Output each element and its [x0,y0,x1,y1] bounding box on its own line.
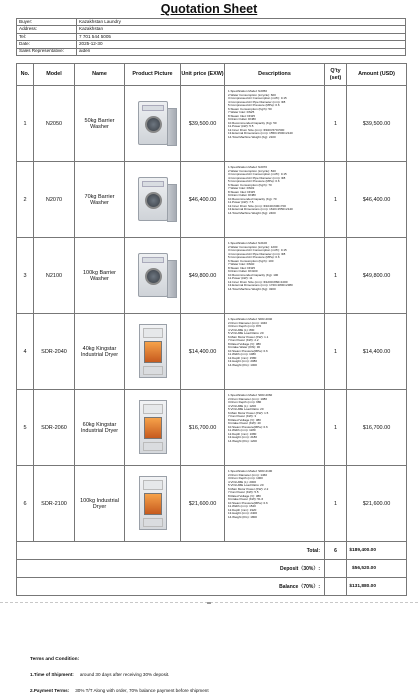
item-qty: 1 [325,390,347,466]
spec-line: 1.Specification Model: SDR-2040 [228,318,273,321]
spec-line: 11.Width (mm): 1080 [228,353,256,357]
item-descriptions [225,390,325,466]
item-descriptions [225,238,325,314]
balance-amount: $131,880.00 [347,578,407,596]
header-qty: Q'ty (set) [325,64,347,86]
total-qty: 6 [325,542,347,560]
spec-line: 8.Steam Inlet: DN25 [228,190,256,194]
spec-line: 1.Specification Model: SDR-2100 [228,470,273,473]
item-no: 3 [17,238,34,314]
spec-line: 10.Recommended Capacity (Kg): 50 [228,121,277,125]
spec-line: 5.VOLUME Load Ratio: 20 [228,408,264,412]
spec-line: 6.Main Motor Power (KW): 1.5 [228,411,269,415]
table-row [17,466,407,542]
spec-line: 5.Compressed Air Pressure (MPa): 0.6 [228,104,280,108]
spec-line: 7.Fan Power (KW): 5.5 [228,491,259,495]
spec-line: 7.Fan Power (KW): 3 [228,415,257,419]
item-model: SDR-2040 [34,314,75,390]
item-name: 50kg Barrier Washer [75,86,125,162]
spec-line: 12.Depth (mm): 1680 [228,432,257,436]
table-row [17,86,407,162]
spec-line: 13.External Dimensions (mm): 1550×1500×2140 [228,132,293,136]
spec-line: 4.Compressed Air Pipe Diameter (mm): Φ8 [228,176,286,180]
item-picture-cell [125,238,181,314]
info-row [17,41,406,48]
header-model: Model [34,64,75,86]
spec-line: 13.Height (mm): 2080 [228,360,258,364]
spec-line: 7.Water Inlet: DN40 [228,263,255,267]
spec-line: 8.Steam Inlet: DN25 [228,266,256,270]
item-descriptions [225,466,325,542]
spec-line: 4.VOLUME (L): 800 [228,328,255,332]
info-label: Date: [17,41,77,48]
spec-line: 2.Water Consumption (L/cycle): 1200 [228,245,278,249]
spec-line: 11.Power (kW): 7.5 [228,201,254,205]
info-value: Kazakhstan [77,26,406,33]
balance-qty-cell [325,578,347,596]
info-label: Tel: [17,33,77,40]
item-name: 100kg Barrier Washer [75,238,125,314]
deposit-qty-cell [325,560,347,578]
info-row [17,33,406,40]
spec-line: 10.Recommended Capacity (Kg): 70 [228,197,277,201]
spec-line: 14.Total Machine Weight (Kg): 3200 [228,287,276,291]
barrier-washer-image [138,101,168,145]
spec-line: 6.Main Motor Power (KW): 1.1 [228,335,269,339]
spec-line: 8.Steam Inlet: DN25 [228,114,256,118]
header-picture: Product Picture [125,64,181,86]
spec-line: 12.Depth (mm): 1920 [228,508,257,512]
spec-line: 7.Water Inlet: DN25 [228,111,255,115]
info-value: 7 701 544 5005 [77,33,406,40]
spec-line: 2.Water Consumption (L/cycle): 840 [228,169,276,173]
spec-line: 3.Compressed Air Consumption (m³/h): 0.15 [228,173,287,177]
spec-line: 9.Drain Outlet: DN80 [228,118,256,122]
spec-line: 10.Steam Pressure(MPa): 0.6 [228,501,268,505]
item-qty: 1 [325,162,347,238]
deposit-label: Deposit（30%）: [17,560,325,578]
terms-heading: Terms and Condition: [30,657,80,662]
item-no: 1 [17,86,34,162]
spec-line: 9.Intake Water (KW): 30 [228,346,261,350]
spec-line: 4.Compressed Air Pipe Diameter (mm): Φ8 [228,252,286,256]
spec-line: 1.Specification Model: N2100 [228,242,268,245]
item-amount: $16,700.00 [347,390,407,466]
item-name: 100kg Industrial Dryer [75,466,125,542]
item-unit-price: $49,800.00 [181,238,225,314]
barrier-washer-image [138,253,168,297]
info-value: 2025-12-30 [77,41,406,48]
total-amount: $189,400.00 [347,542,407,560]
info-row [17,26,406,33]
spec-line: 6.Steam Consumption (Kg/h): 70 [228,183,272,187]
spec-line: 14.Total Machine Weight (Kg): 2100 [228,135,276,139]
spec-line: 9.Drain Outlet: DN100 [228,270,258,274]
total-label: Total: [17,542,325,560]
industrial-dryer-image [139,324,167,378]
spec-line: 13.External Dimensions (mm): 1720×1800×2380 [228,284,293,288]
info-row [17,19,406,26]
item-amount: $39,500.00 [347,86,407,162]
spec-line: 8.Rated Voltage (V): 380 [228,342,261,346]
terms-item-text: 30% T/T Along with order, 70% balance payment before shipment [75,688,209,693]
item-qty: 1 [325,86,347,162]
spec-line: 3.Compressed Air Consumption (m³/h): 0.15 [228,249,287,253]
item-qty: 1 [325,466,347,542]
spec-line: 11.Width (mm): 1180 [228,429,256,433]
spec-line: 3.Drum Depth (mm): 980 [228,401,262,405]
spec-line: 13.Height (mm): 2400 [228,512,258,516]
deposit-row [17,560,407,578]
item-picture-cell [125,466,181,542]
spec-line: 3.Compressed Air Consumption (m³/h): 0.15 [228,97,287,101]
item-amount: $46,400.00 [347,162,407,238]
item-descriptions [225,86,325,162]
item-model: N2100 [34,238,75,314]
spec-line: 1.Specification Model: SDR-2060 [228,394,273,397]
spec-line: 5.Compressed Air Pressure (MPa): 0.6 [228,180,280,184]
item-picture-cell [125,86,181,162]
spec-line: 4.VOLUME (L): 2000 [228,480,257,484]
item-name: 40kg Kingstar Industrial Dryer [75,314,125,390]
spec-line: 2.Water Consumption (L/cycle): 600 [228,93,276,97]
item-model: SDR-2060 [34,390,75,466]
item-descriptions [225,162,325,238]
table-row [17,238,407,314]
barrier-washer-image [138,177,168,221]
item-amount: $14,400.00 [347,314,407,390]
spec-line: 3.Drum Depth (mm): 1000 [228,477,263,481]
item-no: 6 [17,466,34,542]
item-unit-price: $16,700.00 [181,390,225,466]
spec-line: 2.Drum Diameter (mm): 1040 [228,321,268,325]
item-model: N2050 [34,86,75,162]
item-name: 60kg Kingstar Industrial Dryer [75,390,125,466]
spec-line: 1.Specification Model: N2070 [228,166,268,169]
item-unit-price: $46,400.00 [181,162,225,238]
item-unit-price: $21,600.00 [181,466,225,542]
info-label: Address: [17,26,77,33]
spec-line: 9.Drain Outlet: DN80 [228,194,256,198]
spec-line: 14.Weight (KG): 1200 [228,439,257,443]
table-row [17,162,407,238]
item-picture-cell [125,314,181,390]
terms-item-label: 2.Payment Terms: [30,688,70,693]
info-label: Sales Representative: [17,48,77,55]
spec-line: 13.Height (mm): 2180 [228,436,258,440]
spec-line: 6.Steam Consumption (Kg/h): 50 [228,107,272,111]
balance-row [17,578,407,596]
item-qty: 1 [325,238,347,314]
header-unit-price: Unit price (EXW) [181,64,225,86]
spec-line: 4.VOLUME (L): 1200 [228,404,257,408]
table-header-row [17,64,407,86]
spec-line: 8.Rated Voltage (V): 380 [228,418,261,422]
item-model: SDR-2100 [34,466,75,542]
header-descriptions: Descriptions [225,64,325,86]
spec-line: 14.Weight (KG): 1800 [228,515,257,519]
total-row [17,542,407,560]
spec-line: 3.Drum Depth (mm): 870 [228,325,262,329]
spec-line: 14.Total Machine Weight (Kg): 2400 [228,211,276,215]
spec-line: 8.Rated Voltage (V): 380 [228,494,261,498]
spec-line: 2.Drum Diameter (mm): 1460 [228,473,268,477]
item-model: N2070 [34,162,75,238]
item-descriptions [225,314,325,390]
spec-line: 10.Recommended Capacity (Kg): 100 [228,273,279,277]
terms-item-label: 1.Time of Shipment: [30,672,74,677]
table-row [17,390,407,466]
spec-line: 9.Intake Power (KW): 40 [228,422,261,426]
header-name: Name [75,64,125,86]
spec-line: 5.VOLUME Load Ratio: 20 [228,332,264,336]
spec-line: 12.Inner Drum Size (mm): Φ940×570×500 [228,128,285,132]
item-no: 2 [17,162,34,238]
spec-line: 9.Intake Power (KW): 51.6 [228,498,264,502]
spec-line: 4.Compressed Air Pipe Diameter (mm): Φ8 [228,100,286,104]
table-row [17,314,407,390]
spec-line: 11.Width (mm): 1520 [228,505,256,509]
spec-line: 11.Power (kW): 5.5 [228,125,254,129]
spec-line: 11.Power (kW): 11 [228,277,253,281]
info-value: aiden [77,48,406,55]
spec-line: 2.Drum Diameter (mm): 1080 [228,397,268,401]
item-unit-price: $39,500.00 [181,86,225,162]
spec-line: 6.Steam Consumption (Kg/h): 100 [228,259,274,263]
spec-line: 7.Fan Power (KW): 2.2 [228,339,259,343]
item-amount: $49,800.00 [347,238,407,314]
industrial-dryer-image [139,476,167,530]
item-name: 70kg Barrier Washer [75,162,125,238]
spec-line: 5.Compressed Air Pressure (MPa): 0.6 [228,256,280,260]
spec-line: 10.Steam Pressure(MPa): 0.6 [228,349,268,353]
spec-line: 6.Main Motor Power (KW): 2.2 [228,487,269,491]
info-label: Buyer: [17,19,77,26]
spec-line: 10.Steam Pressure(MPa): 0.6 [228,425,268,429]
spec-line: 5.VOLUME Load Ratio: 20 [228,484,264,488]
spec-line: 12.Inner Drum Size (mm): Φ1200×860×1000 [228,280,288,284]
spec-line: 12.Depth (mm): 1580 [228,356,257,360]
quotation-table [16,63,407,596]
info-value: Kazakhstan Laundry [77,19,406,26]
info-row [17,48,406,55]
item-no: 5 [17,390,34,466]
spec-line: 12.Inner Drum Size (mm): Φ1040×600×700 [228,204,286,208]
buyer-info-table [16,18,406,56]
item-unit-price: $14,400.00 [181,314,225,390]
page-title: Quotation Sheet [160,2,258,16]
terms-item-payment [30,688,209,693]
item-amount: $21,600.00 [347,466,407,542]
terms-item-text: around 30 days after receiving 30% deposit. [79,672,170,677]
spec-line: 13.External Dimensions (mm): 1610×1550×2140 [228,208,293,212]
industrial-dryer-image [139,400,167,454]
item-no: 4 [17,314,34,390]
spec-line: 7.Water Inlet: DN32 [228,187,255,191]
spec-line: 1.Specification Model: N2050 [228,90,268,93]
page-break-marker [207,602,211,604]
terms-item-shipment [30,672,169,677]
balance-label: Balance（70%）: [17,578,325,596]
item-picture-cell [125,162,181,238]
spec-line: 14.Weight (KG): 1000 [228,363,257,367]
deposit-amount: $56,520.00 [347,560,407,578]
item-picture-cell [125,390,181,466]
header-amount: Amount (USD) [347,64,407,86]
item-qty: 1 [325,314,347,390]
header-no: No. [17,64,34,86]
